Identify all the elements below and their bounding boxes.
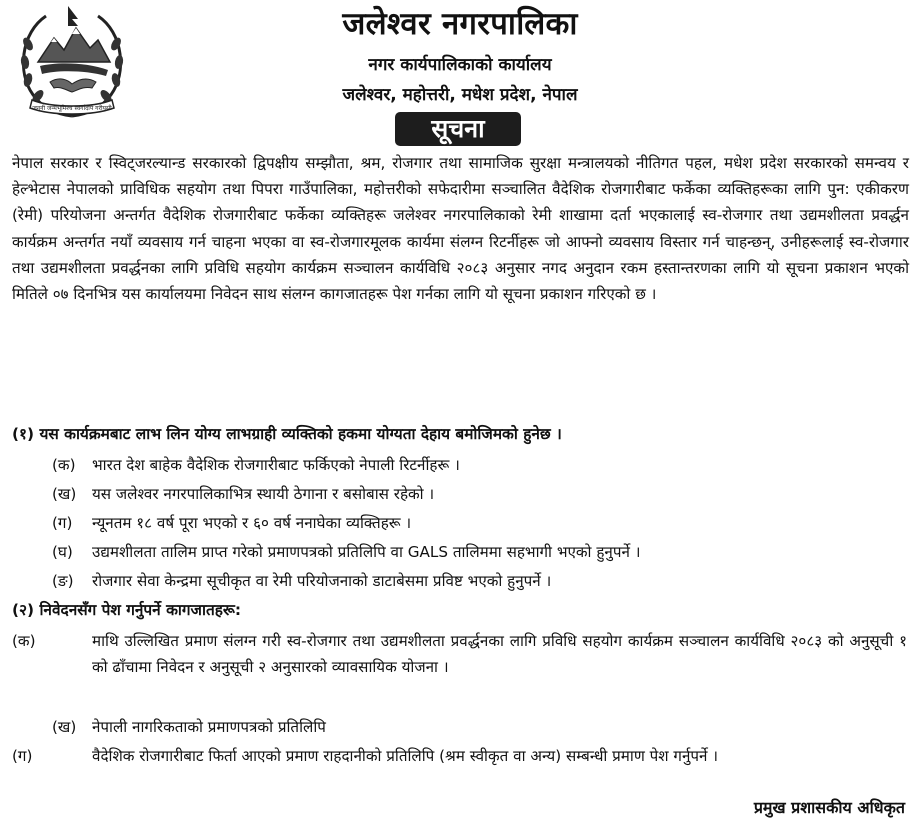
list-item-label: (घ) [52,543,73,561]
notice-badge: सूचना [395,112,521,146]
section-1-heading [12,423,562,444]
nepal-government-emblem-icon [16,4,128,122]
list-item-text: वैदेशिक रोजगारीबाट फिर्ता आएको प्रमाण राहदानीको प्रतिलिपि (श्रम स्वीकृत वा अन्य) सम्बन्धी प्रमाण पेश गर्नुपर्ने । [92,747,719,765]
section-1-title: यस कार्यक्रमबाट लाभ लिन योग्य लाभग्राही व्यक्तिको हकमा योग्यता देहाय बमोजिमको हुनेछ । [39,425,562,443]
list-item-text: भारत देश बाहेक वैदेशिक रोजगारीबाट फर्किएको नेपाली रिटर्नीहरू । [92,456,460,474]
list-item [52,568,907,594]
municipality-title: जलेश्वर नगरपालिका [342,6,578,42]
list-item-label: (ग) [52,514,73,532]
list-item-text: रोजगार सेवा केन्द्रमा सूचीकृत वा रेमी परियोजनाको डाटाबेसमा प्रविष्ट भएको हुनुपर्ने । [92,572,552,590]
signature-title: प्रमुख प्रशासकीय अधिकृत [753,798,905,817]
office-subtitle: नगर कार्यपालिकाको कार्यालय [368,55,552,75]
list-item-text: उद्यमशीलता तालिम प्राप्त गरेको प्रमाणपत्रको प्रतिलिपि वा GALS तालिममा सहभागी भएको हुनुपर्ने । [92,543,641,561]
list-item-text: यस जलेश्वर नगरपालिकाभित्र स्थायी ठेगाना र बसोबास रहेको । [92,485,435,503]
list-item-label: (ख) [52,485,77,503]
list-item [52,510,907,536]
list-item-label: (ख) [52,718,77,736]
list-item [52,481,907,507]
list-item [52,714,907,740]
intro-paragraph [12,150,909,307]
list-item [52,452,907,478]
list-item-label: (ग) [12,747,33,765]
list-item-text: न्यूनतम १८ वर्ष पूरा भएको र ६० वर्ष ननाघेका व्यक्तिहरू । [92,514,412,532]
list-item-text: माथि उल्लिखित प्रमाण संलग्न गरी स्व-रोजगार तथा उद्यमशीलता प्रवर्द्धनका लागि प्रविधि सहयोग कार्यक्रम सञ्चालन कार्यविधि २०८३ को अनुसूची १ को ढाँचामा निवेदन र अनुसूची २ अनुसारको व्यावसायिक योजना । [92,632,907,677]
office-address: जलेश्वर, महोत्तरी, मधेश प्रदेश, नेपाल [342,85,578,105]
section-1-label: (१) [12,425,35,443]
list-item-text: नेपाली नागरिकताको प्रमाणपत्रको प्रतिलिपि [92,718,326,736]
list-item-label: (क) [52,456,76,474]
list-item [12,743,907,769]
section-2-label: (२) [12,601,35,619]
section-2-title: निवेदनसँग पेश गर्नुपर्ने कागजातहरू: [39,601,242,619]
intro-text: नेपाल सरकार र स्विट्जरल्यान्ड सरकारको द्विपक्षीय सम्झौता, श्रम, रोजगार तथा सामाजिक सुरक्षा मन्त्रालयको नीतिगत पहल, मधेश प्रदेश सरकारको समन्वय र हेल्भेटास नेपालको प्राविधिक सहयोग तथा पिपरा गाउँपालिका, महोत्तरीको सफेदारीमा सञ्चालित वैदेशिक रोजगारीबाट फर्केका व्यक्तिहरूका लागि पुन: एकीकरण (रेमी) परियोजना अन्तर्गत वैदेशिक रोजगारीबाट फर्केका व्यक्तिहरू जलेश्वर नगरपालिकाको रेमी शाखामा दर्ता भएकालाई स्व-रोजगार तथा उद्यमशीलता प्रवर्द्धन कार्यक्रम अन्तर्गत नयाँ व्यवसाय गर्न चाहना भएका वा स्व-रोजगारमूलक कार्यमा संलग्न रिटर्नीहरू जो आफ्नो व्यवसाय विस्तार गर्न चाहन्छन्, उनीहरूलाई स्व-रोजगार तथा उद्यमशीलता प्रवर्द्धनका लागि प्रविधि सहयोग कार्यक्रम सञ्चालन कार्यविधि २०८३ अनुसार नगद अनुदान रकम हस्तान्तरणका लागि यो सूचना प्रकाशन भएको मितिले ०७ दिनभित्र यस कार्यालयमा निवेदन साथ संलग्न कागजातहरू पेश गर्नका लागि यो सूचना प्रकाशन गरिएको छ । [12,154,910,304]
list-item-label: (क) [12,632,36,650]
list-item [12,628,907,680]
list-item [52,539,907,565]
section-2-heading [12,599,241,620]
svg-text:जननी जन्मभूमिश्च स्वर्गादपि गर: जननी जन्मभूमिश्च स्वर्गादपि गरीयसी [32,105,112,112]
list-item-label: (ङ) [52,572,74,590]
